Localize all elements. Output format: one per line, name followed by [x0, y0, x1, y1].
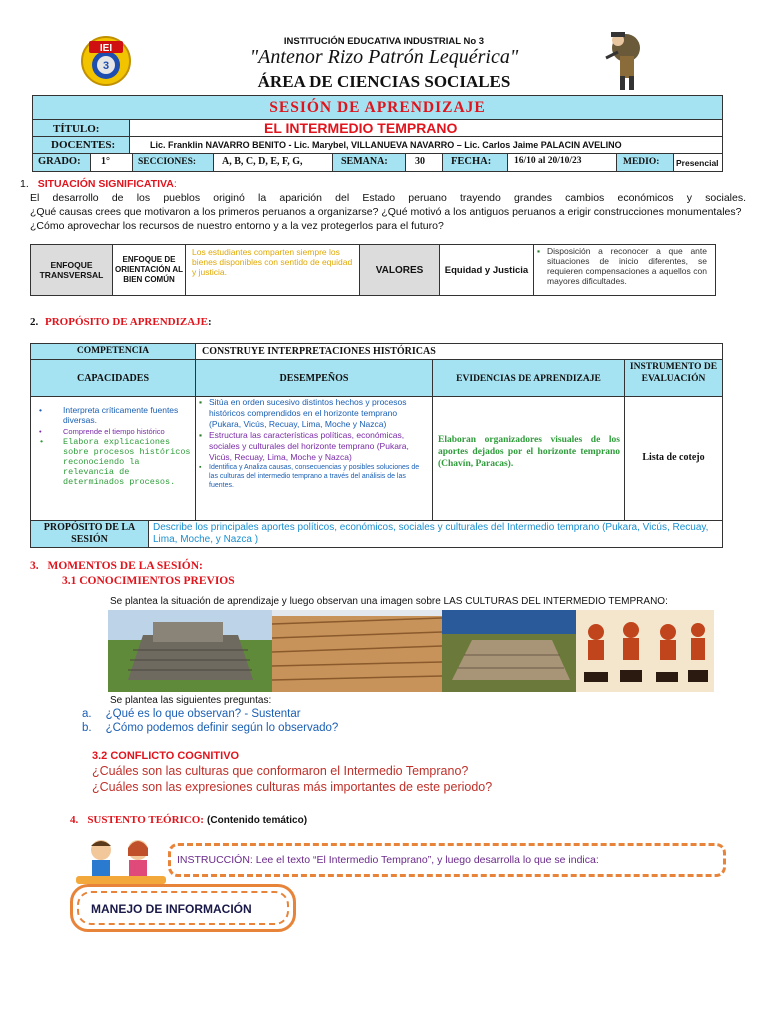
desempenos-cell — [196, 397, 433, 521]
svg-text:IEI: IEI — [99, 43, 113, 54]
desempeno-item: ▪ Identifica y Analiza causas, consecuencias y posibles soluciones de las culturas del intermedio temprano a través del análisis de las fuentes. — [199, 463, 429, 490]
pregunta-a: a. ¿Qué es lo que observan? - Sustentar — [82, 708, 301, 720]
instruccion-box — [168, 843, 726, 877]
miner-figure-image — [596, 28, 656, 92]
capacidad-item: • Elabora explicaciones sobre procesos históricos reconociendo la relevancia de determinados procesos. — [39, 437, 191, 487]
proposito-heading: 2. PROPÓSITO DE APRENDIZAJE: — [30, 316, 212, 328]
docentes-label-cell: DOCENTES: — [33, 137, 130, 154]
students-illustration — [76, 836, 166, 886]
ruins-photo-1 — [108, 610, 272, 692]
docentes-value-cell: Lic. Franklin NAVARRO BENITO - Lic. Marybel, VILLANUEVA NAVARRO – Lic. Carlos Jaime PALACIN AVELINO — [130, 137, 722, 154]
situacion-line-3: ¿Cómo aprovechar los recursos de nuestro entorno y a la vez protegerlos para el futuro? — [30, 220, 444, 232]
momentos-heading: 3. MOMENTOS DE LA SESIÓN: — [30, 560, 203, 572]
area-title: ÁREA DE CIENCIAS SOCIALES — [257, 72, 511, 91]
situacion-line-2: ¿Qué causas crees que motivaron a los primeros peruanos a organizarse? ¿Qué motivó a los antiguos peruanos a erigir construcciones monumentales? — [30, 206, 742, 218]
situacion-heading: 1. SITUACIÓN SIGNIFICATIVA: — [20, 178, 177, 190]
session-banner: SESIÓN DE APRENDIZAJE — [33, 96, 722, 120]
proposito-table — [30, 343, 723, 548]
capacidades-header: CAPACIDADES — [31, 360, 196, 397]
session-header-table — [32, 95, 723, 172]
institution-name: INSTITUCIÓN EDUCATIVA INDUSTRIAL No 3 — [283, 36, 485, 47]
valores-value-cell: Equidad y Justicia — [440, 245, 534, 296]
capacidad-item: • Interpreta críticamente fuentes diversas. — [39, 405, 191, 425]
svg-text:3: 3 — [102, 60, 110, 72]
manejo-informacion-box — [70, 884, 296, 932]
capacidades-cell — [31, 397, 196, 521]
conflicto-pregunta-2: ¿Cuáles son las expresiones culturas más importantes de este periodo? — [92, 780, 493, 794]
instrumento-header: INSTRUMENTO DE EVALUACIÓN — [625, 360, 722, 397]
instrumento-cell: Lista de cotejo — [625, 397, 722, 521]
enfoque-orientacion-cell: ENFOQUE DE ORIENTACIÓN AL BIEN COMÚN — [113, 245, 186, 296]
instruccion-text: INSTRUCCIÓN: Lee el texto “El Intermedio Temprano”, y luego desarrolla lo que se indica: — [177, 854, 599, 866]
preguntas-intro: Se plantea las siguientes preguntas: — [110, 695, 272, 706]
evidencias-header: EVIDENCIAS DE APRENDIZAJE — [433, 360, 625, 397]
capacidad-item: • Comprende el tiempo histórico — [39, 427, 191, 436]
enfoque-table — [30, 244, 716, 296]
valores-label-cell: VALORES — [360, 245, 440, 296]
proposito-sesion-label-cell: PROPÓSITO DE LA SESIÓN — [31, 521, 149, 547]
competencia-label-cell: COMPETENCIA — [31, 344, 196, 360]
evidencias-cell: Elaboran organizadores visuales de los aportes dejados por el horizonte temprano (Chavín, Paracas). — [433, 397, 625, 521]
enfoque-transversal-cell: ENFOQUE TRANSVERSAL — [31, 245, 113, 296]
desempeno-item: ▪ Estructura las características políticas, económicas, sociales y culturales del horizonte temprano (Pukara, Vicús, Recuay, Lima, Moche y Nazca) — [199, 430, 429, 463]
titulo-label-cell: TÍTULO: — [33, 120, 130, 137]
manejo-informacion-label: MANEJO DE INFORMACIÓN — [91, 902, 252, 916]
school-name: "Antenor Rizo Patrón Lequérica" — [249, 46, 519, 68]
situacion-line-1: El desarrollo de los pueblos originó la aparición del Estado peruano trayendo grandes cambios económicos y sociales. — [30, 192, 746, 204]
conflicto-heading: 3.2 CONFLICTO COGNITIVO — [92, 750, 240, 762]
desempeno-item: ▪ Sitúa en orden sucesivo distintos hechos y procesos históricos comprendidos en el horizonte temprano (Pukara, Vicús, Recuay, Lima, Moche y Nazca) — [199, 397, 429, 430]
conflicto-pregunta-1: ¿Cuáles son las culturas que conformaron el Intermedio Temprano? — [92, 764, 469, 778]
competencia-value-cell: CONSTRUYE INTERPRETACIONES HISTÓRICAS — [196, 344, 722, 360]
conocimientos-heading: 3.1 CONOCIMIENTOS PREVIOS — [62, 575, 235, 587]
moche-art-photo — [576, 610, 714, 692]
ceremonial-site-photo — [442, 610, 576, 692]
proposito-sesion-value-cell: Describe los principales aportes políticos, económicos, sociales y culturales del Intermedio temprano (Pukara, Vicús, Recuay, Lima, Moche, y Nazca ) — [153, 522, 709, 545]
enfoque-descripcion-cell: Los estudiantes comparten siempre los bienes disponibles con sentido de equidad y justicia. — [186, 245, 360, 296]
pregunta-b: b. ¿Cómo podemos definir según lo observado? — [82, 722, 339, 734]
adobe-pyramid-photo — [272, 610, 442, 692]
titulo-value-cell: EL INTERMEDIO TEMPRANO — [130, 120, 722, 137]
grado-row: GRADO: 1° SECCIONES: A, B, C, D, E, F, G, SEMANA: 30 FECHA: 16/10 al 20/10/23 MEDIO: Presencial — [33, 154, 722, 171]
conocimientos-intro: Se plantea la situación de aprendizaje y luego observan una imagen sobre LAS CULTURAS DEL INTERMEDIO TEMPRANO: — [110, 596, 668, 607]
sustento-heading: 4. SUSTENTO TEÓRICO: (Contenido temático) — [70, 814, 308, 826]
desempenos-header: DESEMPEÑOS — [196, 360, 433, 397]
actitud-cell: ▪ Disposición a reconocer a que ante situaciones de inicio diferentes, se requieren compensaciones a aquellos con mayores dificultades. — [534, 245, 716, 296]
